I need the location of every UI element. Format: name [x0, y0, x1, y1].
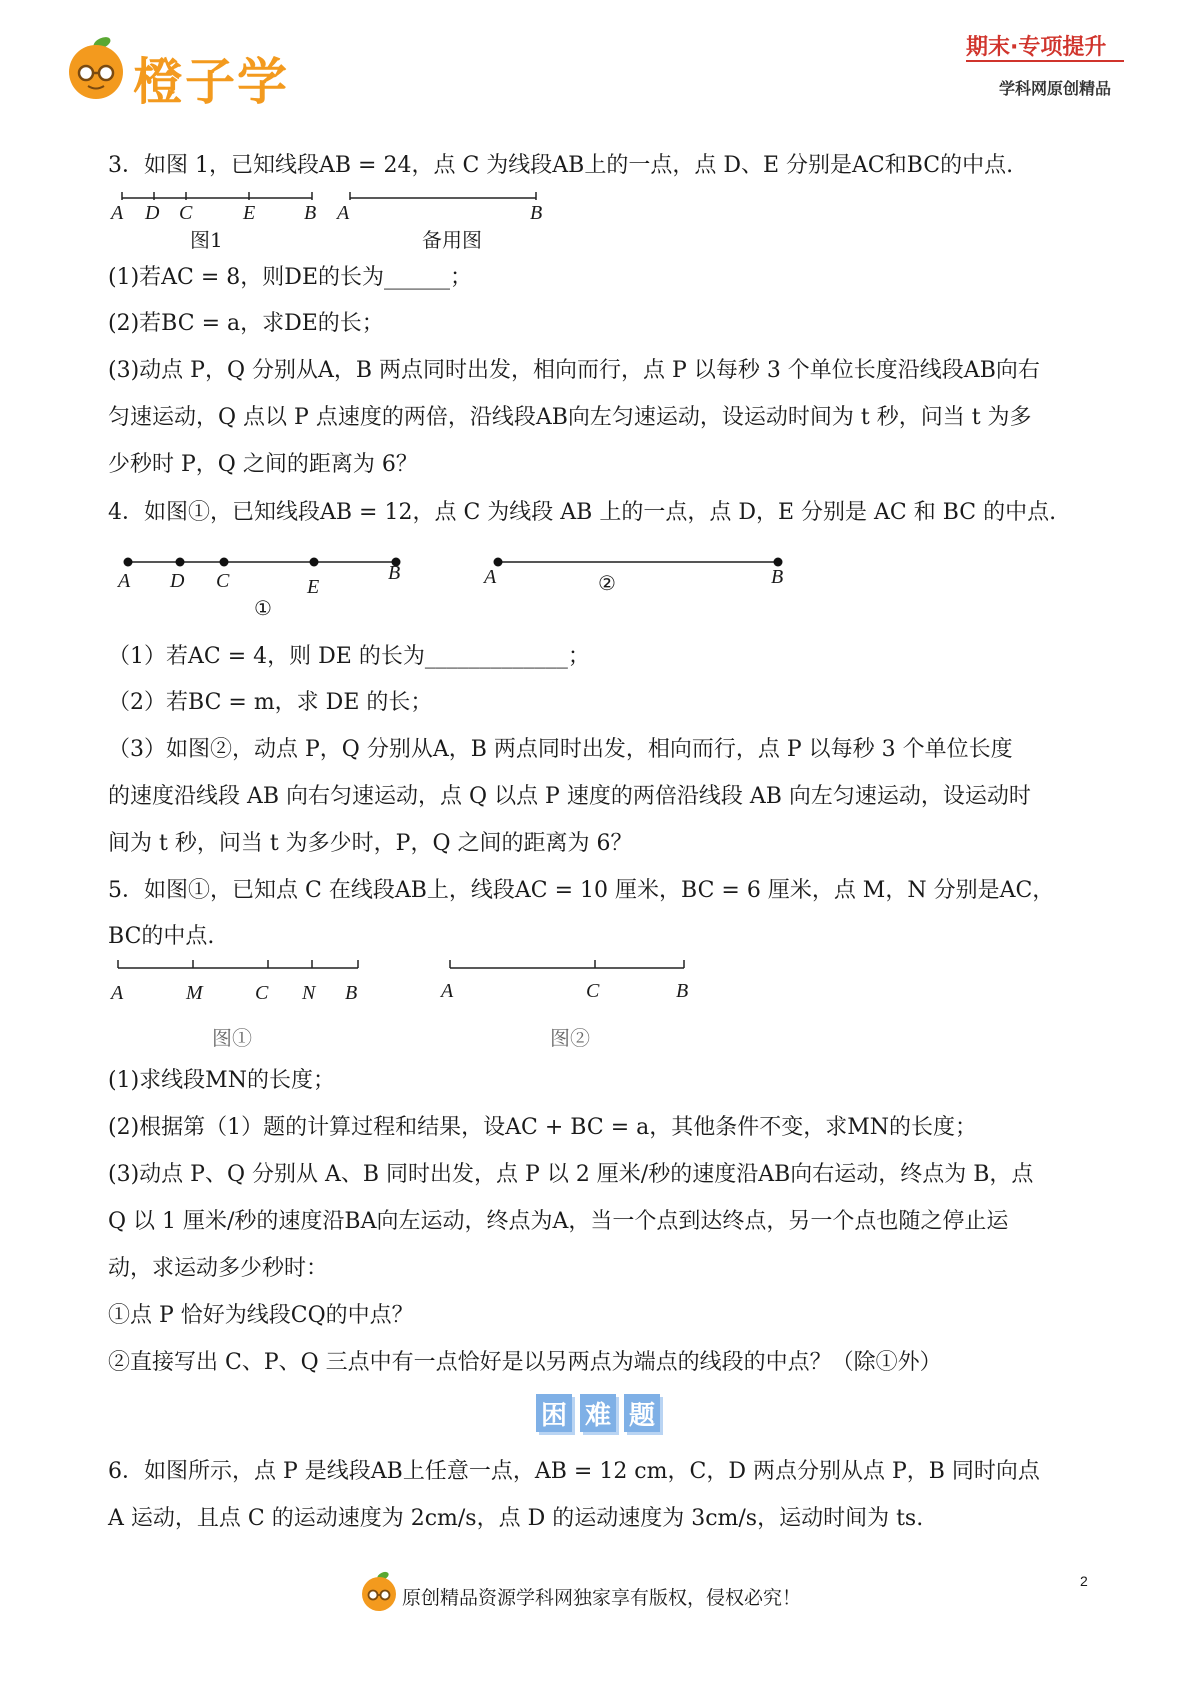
q4-part3-line1: （3）如图②，动点 P，Q 分别从A，B 两点同时出发，相向而行，点 P 以每秒 3 个单位长度: [108, 737, 1013, 762]
orange-logo-icon: [66, 34, 126, 100]
header-right-title: 期末·专项提升: [966, 35, 1107, 60]
q5-part3-line1: (3)动点 P、Q 分别从 A、B 同时出发，点 P 以 2 厘米/秒的速度沿AB向右运动，终点为 B，点: [108, 1162, 1034, 1187]
q4-fig2-label-b: B: [771, 566, 784, 588]
q6-line1: 6．如图所示，点 P 是线段AB上任意一点，AB = 12 cm，C，D 两点分别从点 P，B 同时向点: [108, 1459, 1040, 1484]
q5-part3-line2: Q 以 1 厘米/秒的速度沿BA向左运动，终点为A，当一个点到达终点，另一个点也随之停止运: [108, 1209, 1009, 1234]
q5-fig1-label-b: B: [345, 982, 358, 1004]
q3-fig1-label-d: D: [145, 202, 160, 224]
q4-fig1-label-d: D: [170, 570, 185, 592]
q3-fig1-label-a: A: [111, 202, 124, 224]
q3-fig2-label-a: A: [337, 202, 350, 224]
q4-part1: （1）若AC = 4，则 DE 的长为_____________；: [108, 644, 590, 669]
q3-part2: (2)若BC = a，求DE的长；: [108, 311, 384, 336]
q5-fig1-label-n: N: [302, 982, 316, 1004]
q4-fig2-caption: ②: [598, 571, 616, 595]
q5-stem-line1: 5．如图①，已知点 C 在线段AB上，线段AC = 10 厘米，BC = 6 厘米，点 M，N 分别是AC，: [108, 878, 1055, 903]
q4-fig1-label-e: E: [307, 576, 320, 598]
banner-char: 题: [624, 1394, 660, 1432]
q3-fig1-caption: 图1: [190, 228, 223, 252]
q5-fig2-label-b: B: [676, 980, 689, 1002]
q5-sub2: ②直接写出 C、P、Q 三点中有一点恰好是以另两点为端点的线段的中点？（除①外）: [108, 1350, 942, 1375]
q3-part3-line1: (3)动点 P，Q 分别从A，B 两点同时出发，相向而行，点 P 以每秒 3 个单位长度沿线段AB向右: [108, 358, 1040, 383]
q5-fig1-label-a: A: [111, 982, 124, 1004]
q3-part1: (1)若AC = 8，则DE的长为______；: [108, 265, 472, 290]
q4-fig1-caption: ①: [254, 596, 272, 620]
q3-part3-line3: 少秒时 P，Q 之间的距离为 6？: [108, 452, 418, 477]
q4-fig2-label-a: A: [484, 566, 497, 588]
q4-stem: 4．如图①，已知线段AB = 12，点 C 为线段 AB 上的一点，点 D，E 分别是 AC 和 BC 的中点.: [108, 500, 1057, 525]
q5-fig1-caption: 图①: [212, 1026, 252, 1050]
q3-part3-line2: 匀速运动，Q 点以 P 点速度的两倍，沿线段AB向左匀速运动，设运动时间为 t 秒，问当 t 为多: [108, 405, 1032, 430]
q5-sub1: ①点 P 恰好为线段CQ的中点？: [108, 1303, 414, 1328]
q3-fig1-label-e: E: [243, 202, 256, 224]
q5-figure-lines: [112, 958, 712, 974]
banner-char: 困: [536, 1394, 572, 1432]
q5-part1: (1)求线段MN的长度；: [108, 1068, 335, 1093]
q3-stem: 3．如图 1，已知线段AB = 24，点 C 为线段AB上的一点，点 D、E 分别是AC和BC的中点.: [108, 153, 1014, 178]
q3-fig2-caption: 备用图: [422, 228, 482, 252]
q3-fig1-label-b: B: [304, 202, 317, 224]
q5-part3-line3: 动，求运动多少秒时：: [108, 1256, 329, 1281]
q4-figure-lines: [112, 552, 812, 572]
q4-fig1-label-c: C: [216, 570, 230, 592]
q5-fig2-caption: 图②: [550, 1026, 590, 1050]
q5-fig2-label-c: C: [586, 980, 600, 1002]
q6-line2: A 运动，且点 C 的运动速度为 2cm/s，点 D 的运动速度为 3cm/s，运动时间为 ts.: [108, 1506, 924, 1531]
header-divider: [966, 60, 1124, 62]
difficult-section-banner: [536, 1394, 660, 1432]
q3-fig1-label-c: C: [179, 202, 193, 224]
q3-fig2-label-b: B: [530, 202, 543, 224]
orange-footer-icon: [360, 1570, 398, 1612]
header-right-subtitle: 学科网原创精品: [999, 79, 1112, 98]
q4-fig1-label-b: B: [388, 562, 401, 584]
footer-copyright: 原创精品资源学科网独家享有版权，侵权必究！: [402, 1587, 802, 1609]
banner-char: 难: [580, 1394, 616, 1432]
q5-part2: (2)根据第（1）题的计算过程和结果，设AC + BC = a，其他条件不变，求MN的长度；: [108, 1115, 978, 1140]
q3-figure-lines: [112, 190, 552, 206]
q4-part3-line2: 的速度沿线段 AB 向右匀速运动，点 Q 以点 P 速度的两倍沿线段 AB 向左匀速运动，设运动时: [108, 784, 1031, 809]
page-number: 2: [1080, 1573, 1088, 1589]
q5-fig1-label-m: M: [186, 982, 203, 1004]
q5-fig2-label-a: A: [441, 980, 454, 1002]
q5-stem-line2: BC的中点.: [108, 924, 215, 949]
q5-fig1-label-c: C: [255, 982, 269, 1004]
q4-part2: （2）若BC = m，求 DE 的长；: [108, 690, 433, 715]
q4-fig1-label-a: A: [118, 570, 131, 592]
logo-text: 橙子学: [133, 53, 289, 111]
q4-part3-line3: 间为 t 秒，问当 t 为多少时，P，Q 之间的距离为 6？: [108, 831, 633, 856]
